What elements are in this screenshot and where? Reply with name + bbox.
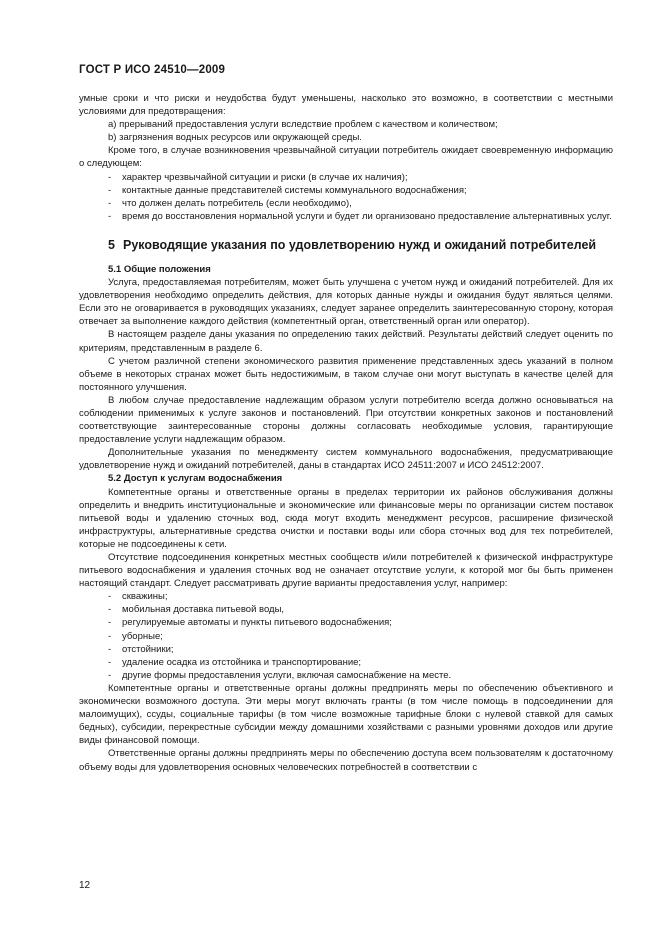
subsection-heading: 5.2 Доступ к услугам водоснабжения	[108, 473, 283, 485]
paragraph: Компетентные органы и ответственные органы должны предпринять меры по обеспечению объективного и экономически возможного доступа. Эти меры могут включать гранты (в том числе помощь в подсоединении для малоимущих), ссуды, социальные тарифы (в том числе возможные тарифные блоки с нулевой ставкой для самых бедных), субсидии, перекрестные субсидии между домашними хозяйствами с разными уровнями доходов или другие виды финансовой помощи.	[79, 682, 613, 747]
dash-item: - мобильная доставка питьевой воды,	[108, 604, 285, 616]
paragraph: В любом случае предоставление надлежащим образом услуги потребителю всегда должно основываться на соблюдении применимых к услуге законов и постановлений. При отсутствии конкретных законов и постановлений соответствующие заинтересованные стороны должны согласовать необходимые условия, гарантирующие предоставление услуги надлежащим образом.	[79, 394, 613, 446]
document-body	[79, 92, 613, 774]
dash-item-text: уборные;	[122, 630, 163, 642]
dash-item: - характер чрезвычайной ситуации и риски (в случае их наличия);	[108, 171, 408, 183]
document-header: ГОСТ Р ИСО 24510—2009	[79, 64, 226, 76]
paragraph: Услуга, предоставляемая потребителям, может быть улучшена с учетом нужд и ожиданий потребителей. Для их удовлетворения необходимо определить действия, для которых данные нужды и ожидания будут являться целями. Если это не оговаривается в руководящих указаниях, следует заранее определить заинтересованную сторону, которая отвечает за выполнение каждого действия (компетентный орган, ответственный орган или оператор).	[79, 277, 613, 328]
dash-item-text: удаление осадка из отстойника и транспортирование;	[122, 656, 362, 668]
paragraph: Компетентные органы и ответственные органы в пределах территории их районов обслуживания должны определить и внедрить институциональные и экономические или финансовые меры по организации систем поставок питьевой воды и удалению сточных вод, сюда могут входить менеджмент ресурсов, расширение физической инфраструктуры, альтернативные средства очистки и поставки воды или сбора сточных вод для тех потребителей, которые не подсоединены к сети.	[79, 486, 613, 550]
page-number: 12	[79, 880, 91, 891]
paragraph: Кроме того, в случае возникновения чрезвычайной ситуации потребитель ожидает своевременную информацию о следующем:	[79, 145, 613, 170]
list-item: b) загрязнения водных ресурсов или окружающей среды.	[108, 132, 362, 144]
paragraph: С учетом различной степени экономического развития применение представленных здесь указаний в полном объеме в некоторых странах может быть недостижимым, в таком случае они могут выступать в качестве целей для постоянного улучшения.	[79, 355, 613, 393]
dash-item: - время до восстановления нормальной услуги и будет ли организовано предоставление альтернативных услуг.	[108, 210, 612, 222]
dash-item-text: отстойники;	[122, 643, 174, 655]
dash-item-text: время до восстановления нормальной услуги и будет ли организовано предоставление альтернативных услуг.	[122, 210, 612, 222]
dash-item: - другие формы предоставления услуги, включая самоснабжение на месте.	[108, 669, 452, 681]
paragraph: Дополнительные указания по менеджменту систем коммунального водоснабжения, предусматривающие удовлетворение нужд и ожиданий потребителей, даны в стандартах ИСО 24511:2007 и ИСО 24512:2007.	[79, 447, 613, 472]
dash-item: - удаление осадка из отстойника и транспортирование;	[108, 656, 362, 668]
dash-item: - что должен делать потребитель (если необходимо),	[108, 197, 352, 209]
section-heading	[108, 237, 613, 253]
dash-item: - контактные данные представителей системы коммунального водоснабжения;	[108, 184, 467, 196]
paragraph: В настоящем разделе даны указания по определению таких действий. Результаты действий следует оценить по критериям, представленным в разделе 6.	[79, 329, 613, 354]
paragraph: умные сроки и что риски и неудобства будут уменьшены, насколько это возможно, в соответствии с местными условиями для предотвращения:	[79, 93, 613, 118]
section-title: Руководящие указания по удовлетворению нужд и ожиданий потребителей	[123, 237, 597, 252]
dash-item: - регулируемые автоматы и пункты питьевого водоснабжения;	[108, 617, 392, 629]
dash-item-text: что должен делать потребитель (если необходимо),	[122, 197, 352, 209]
dash-item-text: характер чрезвычайной ситуации и риски (в случае их наличия);	[122, 171, 408, 183]
dash-item: - уборные;	[108, 630, 163, 642]
list-item: a) прерываний предоставления услуги вследствие проблем с качеством и количеством;	[108, 119, 498, 131]
section-number: 5	[108, 237, 115, 252]
dash-item: - отстойники;	[108, 643, 174, 655]
dash-item-text: другие формы предоставления услуги, включая самоснабжение на месте.	[122, 669, 452, 681]
dash-item-text: контактные данные представителей системы коммунального водоснабжения;	[122, 184, 467, 196]
paragraph: Отсутствие подсоединения конкретных местных сообществ и/или потребителей к физической инфраструктуре питьевого водоснабжения и удаления сточных вод не означает отсутствие услуги, к которой мог бы быть применен настоящий стандарт. Следует рассматривать другие варианты предоставления услуг, например:	[79, 552, 613, 590]
dash-item-text: регулируемые автоматы и пункты питьевого водоснабжения;	[122, 617, 392, 629]
dash-item-text: мобильная доставка питьевой воды,	[122, 604, 285, 616]
dash-item-text: скважины;	[122, 591, 168, 603]
paragraph: Ответственные органы должны предпринять меры по обеспечению доступа всем пользователям к достаточному объему воды для удовлетворения основных человеческих потребностей в соответствии с	[79, 748, 613, 773]
subsection-heading: 5.1 Общие положения	[108, 263, 211, 275]
dash-item: - скважины;	[108, 591, 168, 603]
